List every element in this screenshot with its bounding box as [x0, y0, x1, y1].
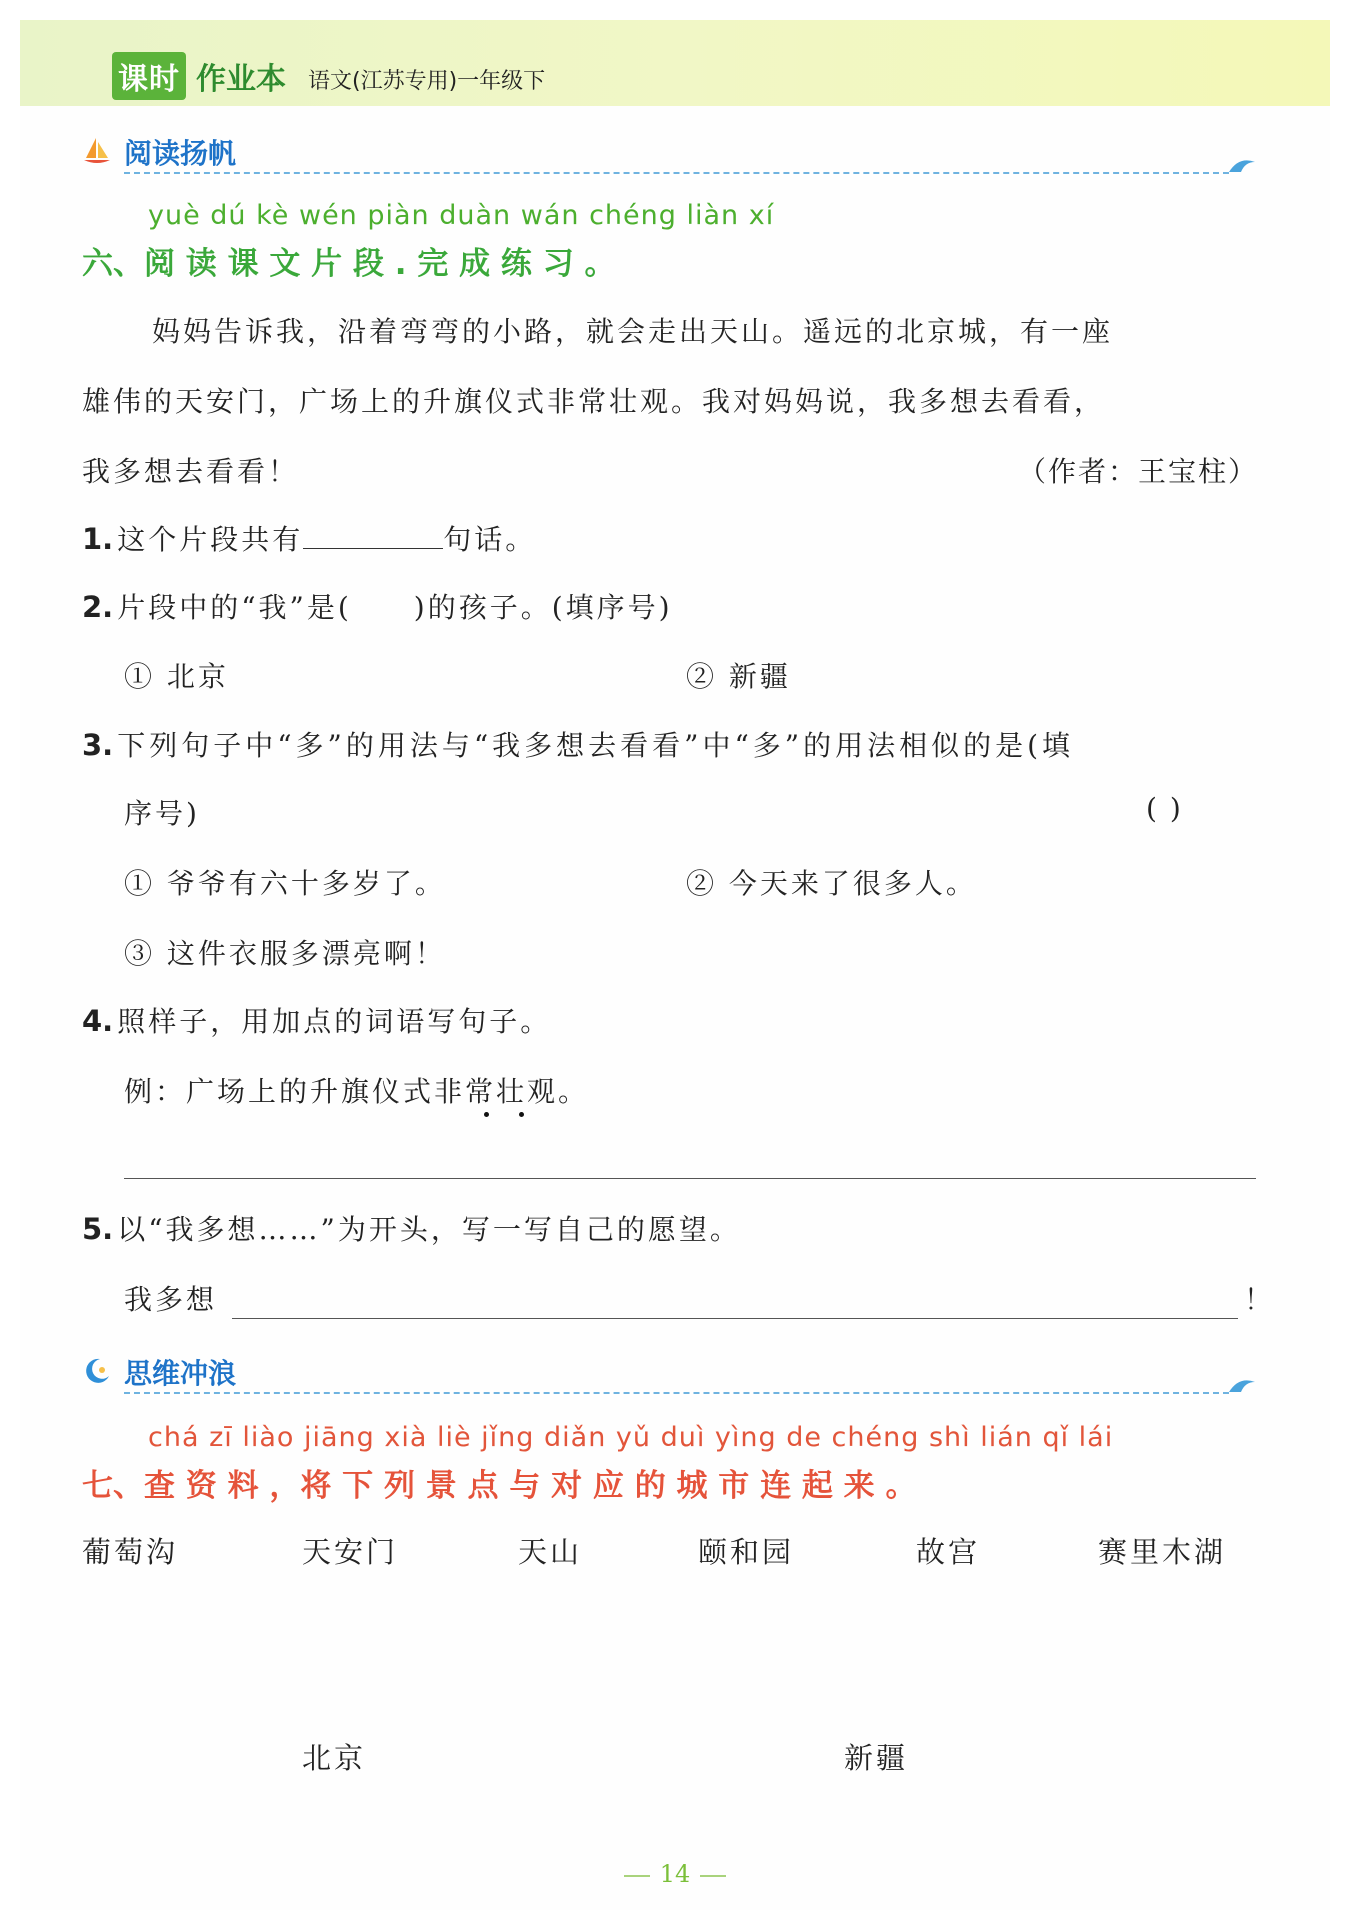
q2-option-2: ② 新疆	[686, 660, 791, 693]
q3-line-2: 序号)	[124, 797, 200, 830]
q3-option-3: ③ 这件衣服多漂亮啊！	[124, 937, 446, 970]
moon-star-icon	[82, 1356, 112, 1386]
question-4	[82, 1000, 551, 1040]
question-number: 5.	[82, 1212, 114, 1246]
place-tiananmen[interactable]: 天安门	[302, 1535, 399, 1569]
question-text-tail: 句话。	[443, 523, 537, 556]
ex6-pinyin: yuè dú kè wén piàn duàn wán chéng liàn xí	[148, 200, 775, 231]
question-text: 照样子，用加点的词语写句子。	[117, 1005, 552, 1038]
question-number: 3.	[82, 728, 114, 762]
section-title: 思维冲浪	[124, 1357, 237, 1390]
logo-box: 课时	[112, 52, 186, 100]
logo-text: 作业本	[196, 62, 286, 97]
place-summer-palace[interactable]: 颐和园	[698, 1535, 795, 1569]
passage-line-1: 妈妈告诉我，沿着弯弯的小路，就会走出天山。遥远的北京城，有一座	[152, 315, 1114, 348]
wave-icon	[1227, 152, 1257, 176]
wave-icon	[1227, 1372, 1257, 1396]
answer-blank[interactable]	[303, 522, 443, 549]
section-title: 阅读扬帆	[124, 137, 237, 170]
question-text: 片段中的“我”是(	[117, 591, 352, 624]
question-2	[82, 586, 673, 626]
city-beijing[interactable]: 北京	[302, 1741, 367, 1775]
passage-author: （作者：王宝柱）	[1018, 455, 1259, 488]
question-text: 以“我多想……”为开头，写一写自己的愿望。	[117, 1213, 741, 1246]
question-5	[82, 1208, 741, 1248]
question-text-tail: )的孩子。(填序号)	[413, 591, 673, 624]
sailboat-icon	[82, 136, 112, 166]
section-header-thinking	[82, 1352, 1257, 1392]
question-number: 1.	[82, 522, 114, 556]
passage-line-2: 雄伟的天安门，广场上的升旗仪式非常壮观。我对妈妈说，我多想去看看，	[82, 385, 1106, 418]
section-header-reading	[82, 132, 1257, 172]
ex7-title: 七、查 资 料 ，将 下 列 景 点 与 对 应 的 城 市 连 起 来 。	[82, 1468, 917, 1504]
q3-option-2: ② 今天来了很多人。	[686, 867, 977, 900]
q3-option-1: ① 爷爷有六十多岁了。	[124, 867, 446, 900]
question-text: 下列句子中“多”的用法与“我多想去看看”中“多”的用法相似的是(填	[117, 729, 1075, 762]
ex6-title: 六、阅 读 课 文 片 段 . 完 成 练 习 。	[82, 246, 616, 282]
question-number: 2.	[82, 590, 114, 624]
question-1	[82, 518, 536, 558]
emphasis-dot	[484, 1112, 489, 1117]
city-xinjiang[interactable]: 新疆	[844, 1741, 909, 1775]
q4-answer-line[interactable]	[124, 1178, 1256, 1179]
book-logo	[112, 52, 545, 100]
book-subject: 语文(江苏专用)一年级下	[308, 68, 546, 94]
emphasis-dot	[519, 1112, 524, 1117]
place-grape-valley[interactable]: 葡萄沟	[82, 1535, 179, 1569]
question-number: 4.	[82, 1004, 114, 1038]
place-sayram-lake[interactable]: 赛里木湖	[1098, 1535, 1227, 1569]
q3-answer-paren[interactable]: ( )	[1146, 792, 1183, 825]
q5-answer-line[interactable]	[232, 1318, 1238, 1319]
question-text: 这个片段共有	[117, 523, 304, 556]
place-forbidden-city[interactable]: 故宫	[916, 1535, 981, 1569]
q5-start: 我多想	[124, 1283, 218, 1316]
passage-line-3: 我多想去看看！	[82, 455, 300, 488]
question-3	[82, 724, 1074, 764]
page-number: 14	[0, 1860, 1350, 1888]
q5-end: ！	[1244, 1283, 1276, 1316]
dashed-divider	[124, 172, 1229, 174]
q4-example: 例：广场上的升旗仪式非常壮观。	[124, 1075, 590, 1108]
ex7-pinyin: chá zī liào jiāng xià liè jǐng diǎn yǔ duì yìng de chéng shì lián qǐ lái	[148, 1422, 1114, 1453]
dashed-divider	[124, 1392, 1229, 1394]
q2-option-1: ① 北京	[124, 660, 229, 693]
place-tianshan[interactable]: 天山	[518, 1535, 583, 1569]
